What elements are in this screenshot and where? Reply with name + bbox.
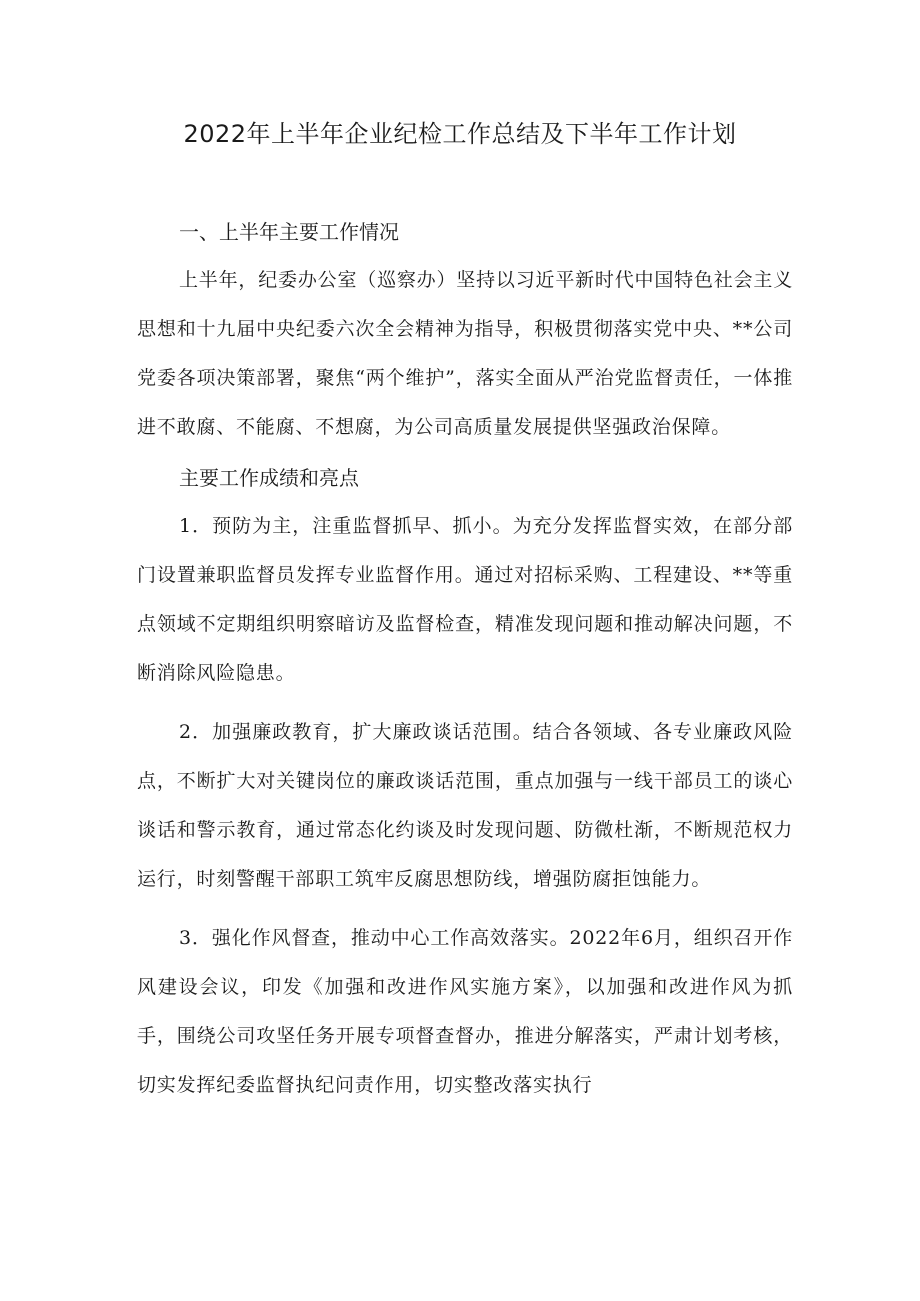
list-item: 3．强化作风督查，推动中心工作高效落实。2022年6月，组织召开作风建设会议，印发《加强和改进作风实施方案》，以加强和改进作风为抓手，围绕公司攻坚任务开展专项督查督办，推进分解落实，严肃计划考核，切实发挥纪委监督执纪问责作用，切实整改落实执行 (137, 927, 793, 1096)
intro-paragraph: 上半年，纪委办公室（巡察办）坚持以习近平新时代中国特色社会主义思想和十九届中央纪委六次全会精神为指导，积极贯彻落实党中央、**公司党委各项决策部署，聚焦“两个维护”，落实全面从严治党监督责任，一体推进不敢腐、不能腐、不想腐，为公司高质量发展提供坚强政治保障。 (137, 269, 793, 438)
document-body (137, 208, 793, 1110)
section-heading: 一、上半年主要工作情况 (179, 220, 399, 244)
list-item: 2．加强廉政教育，扩大廉政谈话范围。结合各领域、各专业廉政风险点，不断扩大对关键岗位的廉政谈话范围，重点加强与一线干部员工的谈心谈话和警示教育，通过常态化约谈及时发现问题、防微杜渐，不断规范权力运行，时刻警醒干部职工筑牢反腐思想防线，增强防腐拒蚀能力。 (137, 721, 793, 890)
subheading: 主要工作成绩和亮点 (179, 466, 359, 490)
document-title: 2022年上半年企业纪检工作总结及下半年工作计划 (183, 120, 737, 148)
list-item: 1．预防为主，注重监督抓早、抓小。为充分发挥监督实效，在部分部门设置兼职监督员发挥专业监督作用。通过对招标采购、工程建设、**等重点领域不定期组织明察暗访及监督检查，精准发现问题和推动解决问题，不断消除风险隐患。 (137, 515, 793, 684)
